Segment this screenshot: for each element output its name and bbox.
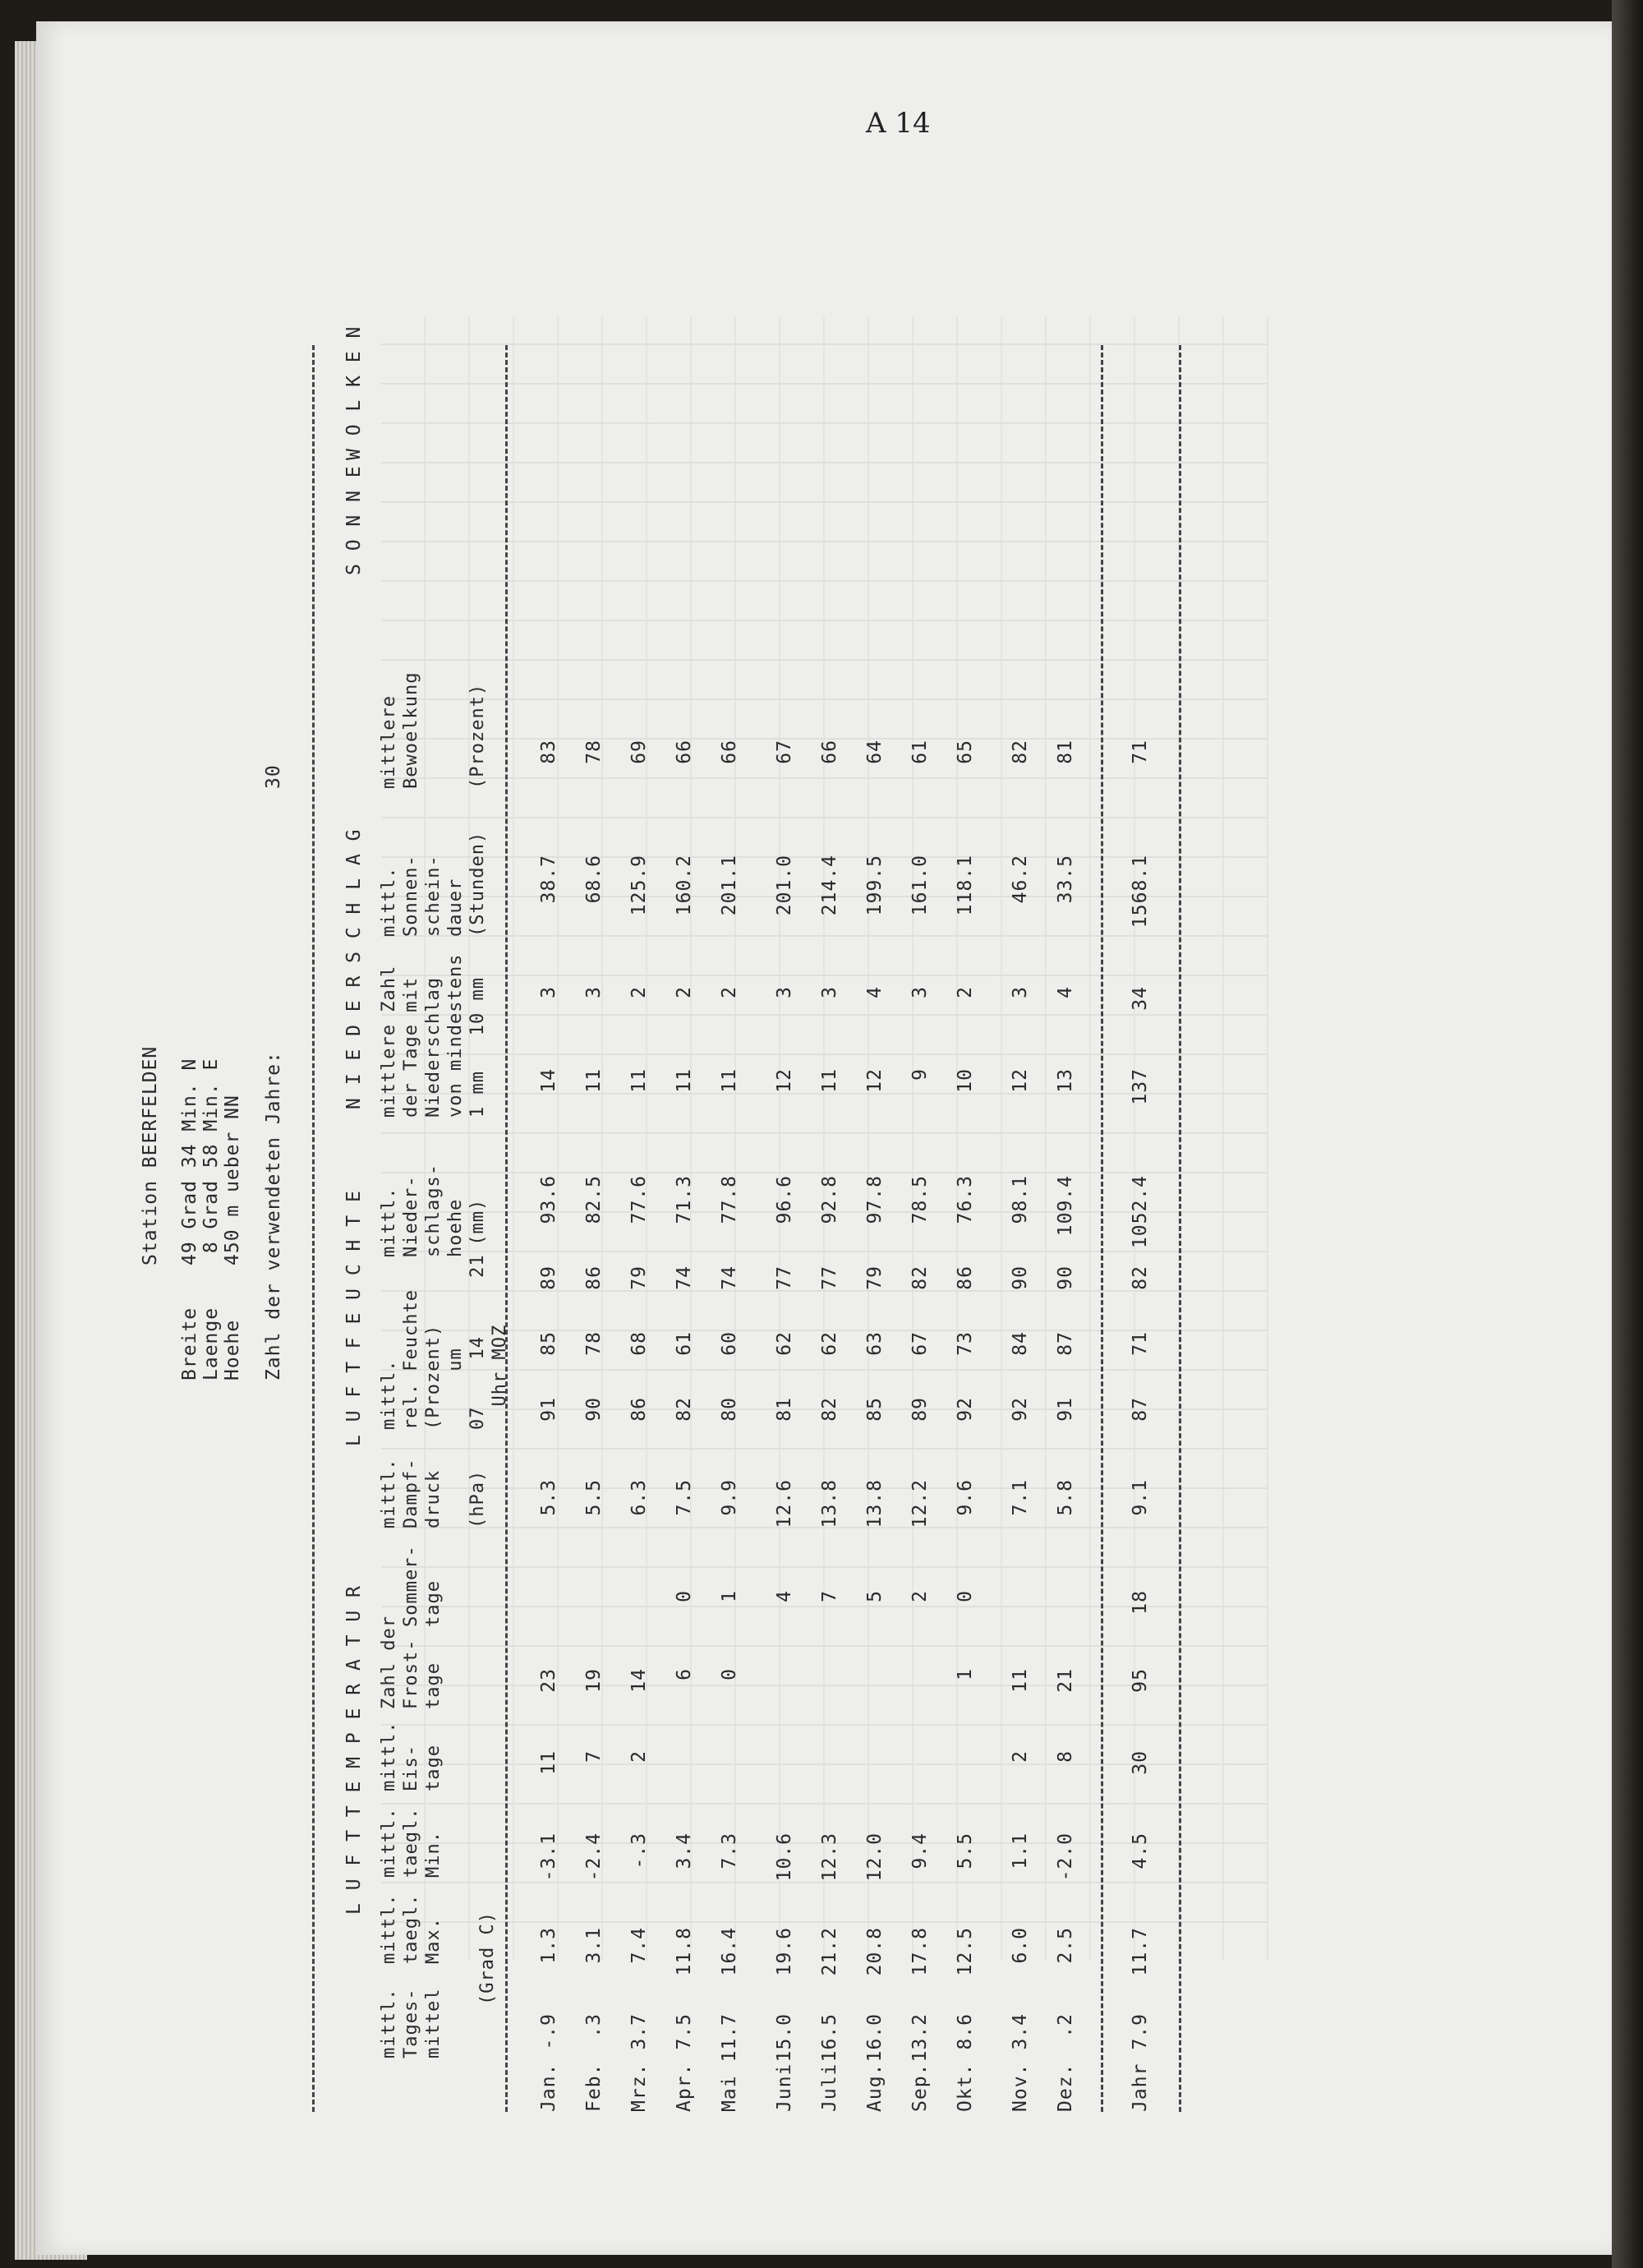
table-cell-nsh: 78.5 xyxy=(909,1175,931,1224)
table-cell-max: 11.8 xyxy=(674,1927,695,1976)
total-cell-f21: 82 xyxy=(1130,1265,1151,1290)
table-cell-f21: 79 xyxy=(628,1265,650,1290)
total-cell-f07: 87 xyxy=(1130,1397,1151,1422)
table-cell-f14: 62 xyxy=(819,1331,840,1356)
table-cell-dampf: 9.6 xyxy=(955,1479,976,1516)
jahre-value: 30 xyxy=(263,764,284,789)
table-cell-dampf: 7.1 xyxy=(1010,1479,1031,1516)
group-lufttemperatur: L U F T T E M P E R A T U R xyxy=(343,1585,365,1915)
table-cell-t10: 3 xyxy=(583,986,605,998)
table-cell-f14: 62 xyxy=(774,1331,795,1356)
table-cell-max: 2.5 xyxy=(1055,1927,1076,1964)
row-month-label: Mai xyxy=(719,2075,740,2112)
table-cell-f14: 63 xyxy=(864,1331,886,1356)
table-cell-t10: 3 xyxy=(538,986,559,998)
table-cell-f07: 80 xyxy=(719,1397,740,1422)
table-cell-nsh: 97.8 xyxy=(864,1175,886,1224)
row-month-label: Juni xyxy=(774,2063,795,2112)
table-cell-t10: 4 xyxy=(1055,986,1076,998)
header-bewoelkung: mittlere Bewoelkung (Prozent) xyxy=(379,671,488,789)
table-cell-f07: 91 xyxy=(1055,1397,1076,1422)
table-cell-mittel: -.9 xyxy=(538,2013,559,2050)
binding-shadow xyxy=(1612,0,1643,2268)
table-cell-min: 3.4 xyxy=(674,1832,695,1869)
table-cell-mittel: .2 xyxy=(1055,2013,1076,2038)
table-cell-dampf: 5.5 xyxy=(583,1479,605,1516)
table-cell-min: 12.3 xyxy=(819,1832,840,1882)
table-cell-t1: 12 xyxy=(864,1068,886,1093)
separator-header xyxy=(505,345,508,2112)
table-cell-f07: 90 xyxy=(583,1397,605,1422)
row-month-label: Aug. xyxy=(864,2063,886,2112)
table-cell-frost: 11 xyxy=(1010,1668,1031,1693)
table-cell-min: -3.1 xyxy=(538,1832,559,1882)
table-cell-t1: 9 xyxy=(909,1068,931,1081)
row-month-label: Feb. xyxy=(583,2063,605,2112)
laenge-label: Laenge xyxy=(200,1307,222,1381)
table-cell-f14: 68 xyxy=(628,1331,650,1356)
header-eistage: mittl. Eis- tage xyxy=(379,1721,444,1791)
table-cell-sonne: 201.0 xyxy=(774,855,795,916)
table-cell-max: 20.8 xyxy=(864,1927,886,1976)
table-cell-mittel: 3.4 xyxy=(1010,2013,1031,2050)
group-wolken: W O L K E N xyxy=(343,325,365,460)
header-sommertage: Sommer- tage xyxy=(401,1545,444,1627)
table-cell-f21: 77 xyxy=(819,1265,840,1290)
header-frosttage: Frost- tage xyxy=(401,1639,444,1709)
table-cell-nsh: 71.3 xyxy=(674,1175,695,1224)
table-cell-frost: 6 xyxy=(674,1668,695,1680)
table-cell-eis: 11 xyxy=(538,1750,559,1775)
header-niederschlagshoehe: mittl. Nieder- schlags- hoehe (mm) xyxy=(379,1164,488,1257)
table-cell-dampf: 7.5 xyxy=(674,1479,695,1516)
row-month-label: Sep. xyxy=(909,2063,931,2112)
table-cell-min: 5.5 xyxy=(955,1832,976,1869)
table-cell-sonne: 214.4 xyxy=(819,855,840,916)
row-month-label: Apr. xyxy=(674,2063,695,2112)
table-cell-t10: 3 xyxy=(819,986,840,998)
header-sonnenschein: mittl. Sonnen- schein- dauer (Stunden) xyxy=(379,831,488,937)
row-month-label: Nov. xyxy=(1010,2063,1031,2112)
table-cell-max: 19.6 xyxy=(774,1927,795,1976)
table-cell-mittel: 15.0 xyxy=(774,2013,795,2063)
table-cell-f14: 85 xyxy=(538,1331,559,1356)
table-cell-mittel: 7.5 xyxy=(674,2013,695,2050)
table-cell-sommer: 2 xyxy=(909,1590,931,1602)
table-cell-nsh: 109.4 xyxy=(1055,1175,1076,1237)
table-cell-min: 7.3 xyxy=(719,1832,740,1869)
table-cell-eis: 8 xyxy=(1055,1750,1076,1763)
table-cell-f14: 78 xyxy=(583,1331,605,1356)
table-cell-sonne: 201.1 xyxy=(719,855,740,916)
header-grad-c: (Grad C) xyxy=(477,1911,498,2005)
table-cell-sommer: 7 xyxy=(819,1590,840,1602)
laenge-value: 8 Grad 58 Min. E xyxy=(200,1058,222,1265)
table-cell-nsh: 98.1 xyxy=(1010,1175,1031,1224)
breite-label: Breite xyxy=(179,1307,200,1381)
table-cell-t1: 11 xyxy=(819,1068,840,1093)
total-cell-dampf: 9.1 xyxy=(1130,1479,1151,1516)
table-cell-dampf: 5.8 xyxy=(1055,1479,1076,1516)
table-cell-sommer: 1 xyxy=(719,1590,740,1602)
total-cell-max: 11.7 xyxy=(1130,1927,1151,1976)
table-cell-f21: 82 xyxy=(909,1265,931,1290)
table-cell-frost: 21 xyxy=(1055,1668,1076,1693)
table-cell-nsh: 93.6 xyxy=(538,1175,559,1224)
table-cell-mittel: 3.7 xyxy=(628,2013,650,2050)
table-cell-mittel: 13.2 xyxy=(909,2013,931,2063)
header-feuchte: mittl. rel. Feuchte (Prozent) um 07 14 21 Uhr MOZ xyxy=(379,1254,510,1430)
row-month-label: Dez. xyxy=(1055,2063,1076,2112)
row-month-label: Jan. xyxy=(538,2063,559,2112)
table-cell-t1: 13 xyxy=(1055,1068,1076,1093)
table-cell-sonne: 160.2 xyxy=(674,855,695,916)
table-cell-f14: 60 xyxy=(719,1331,740,1356)
table-cell-min: 1.1 xyxy=(1010,1832,1031,1869)
table-cell-min: -.3 xyxy=(628,1832,650,1869)
table-cell-eis: 2 xyxy=(628,1750,650,1763)
table-cell-f14: 87 xyxy=(1055,1331,1076,1356)
table-cell-mittel: 11.7 xyxy=(719,2013,740,2063)
table-cell-f21: 89 xyxy=(538,1265,559,1290)
table-cell-dampf: 5.3 xyxy=(538,1479,559,1516)
table-cell-wolken: 66 xyxy=(674,740,695,764)
group-sonne: S O N N E xyxy=(343,465,365,575)
total-cell-sonne: 1568.1 xyxy=(1130,855,1151,929)
table-cell-f21: 86 xyxy=(583,1265,605,1290)
total-cell-t1: 137 xyxy=(1130,1068,1151,1105)
table-cell-nsh: 76.3 xyxy=(955,1175,976,1224)
table-cell-frost: 0 xyxy=(719,1668,740,1680)
table-cell-dampf: 13.8 xyxy=(819,1479,840,1528)
table-cell-eis: 2 xyxy=(1010,1750,1031,1763)
table-cell-wolken: 81 xyxy=(1055,740,1076,764)
total-cell-eis: 30 xyxy=(1130,1750,1151,1775)
table-cell-f07: 92 xyxy=(1010,1397,1031,1422)
table-cell-f07: 89 xyxy=(909,1397,931,1422)
table-cell-frost: 1 xyxy=(955,1668,976,1680)
table-cell-f07: 85 xyxy=(864,1397,886,1422)
table-cell-t1: 11 xyxy=(583,1068,605,1093)
total-cell-f14: 71 xyxy=(1130,1331,1151,1356)
table-cell-f14: 61 xyxy=(674,1331,695,1356)
table-cell-min: -2.4 xyxy=(583,1832,605,1882)
table-cell-wolken: 66 xyxy=(719,740,740,764)
jahre-label: Zahl der verwendeten Jahre: xyxy=(263,1051,284,1381)
table-cell-max: 7.4 xyxy=(628,1927,650,1964)
table-cell-wolken: 61 xyxy=(909,740,931,764)
row-month-label: Mrz. xyxy=(628,2063,650,2112)
table-cell-mittel: 16.5 xyxy=(819,2013,840,2063)
table-cell-min: 10.6 xyxy=(774,1832,795,1882)
table-cell-t10: 2 xyxy=(955,986,976,998)
total-cell-wolken: 71 xyxy=(1130,740,1151,764)
table-cell-mittel: 16.0 xyxy=(864,2013,886,2063)
table-cell-t10: 2 xyxy=(628,986,650,998)
header-zahl-der: Zahl der xyxy=(379,1616,399,1709)
table-cell-nsh: 77.8 xyxy=(719,1175,740,1224)
row-month-label: Okt. xyxy=(955,2063,976,2112)
header-max: mittl. taegl. Max. xyxy=(379,1893,444,1964)
table-cell-wolken: 83 xyxy=(538,740,559,764)
climate-table-rotated xyxy=(131,296,1216,2137)
table-cell-dampf: 12.6 xyxy=(774,1479,795,1528)
group-luftfeuchte: L U F T F E U C H T E xyxy=(343,1190,365,1446)
table-cell-max: 21.2 xyxy=(819,1927,840,1976)
row-month-label: Juli xyxy=(819,2063,840,2112)
table-cell-f14: 67 xyxy=(909,1331,931,1356)
table-cell-min: 12.0 xyxy=(864,1832,886,1882)
table-cell-frost: 23 xyxy=(538,1668,559,1693)
table-cell-f21: 79 xyxy=(864,1265,886,1290)
table-cell-sonne: 68.6 xyxy=(583,855,605,904)
table-cell-max: 17.8 xyxy=(909,1927,931,1976)
group-niederschlag: N I E D E R S C H L A G xyxy=(343,828,365,1109)
table-cell-t1: 11 xyxy=(674,1068,695,1093)
table-cell-sonne: 125.9 xyxy=(628,855,650,916)
table-cell-wolken: 65 xyxy=(955,740,976,764)
total-cell-mittel: 7.9 xyxy=(1130,2013,1151,2050)
table-cell-t10: 3 xyxy=(909,986,931,998)
table-cell-f07: 82 xyxy=(674,1397,695,1422)
table-cell-nsh: 92.8 xyxy=(819,1175,840,1224)
table-cell-wolken: 66 xyxy=(819,740,840,764)
table-cell-frost: 14 xyxy=(628,1668,650,1693)
table-cell-min: 9.4 xyxy=(909,1832,931,1869)
table-cell-max: 16.4 xyxy=(719,1927,740,1976)
table-cell-t1: 10 xyxy=(955,1068,976,1093)
table-cell-sommer: 5 xyxy=(864,1590,886,1602)
separator-total-bottom xyxy=(1179,345,1181,2112)
table-cell-f21: 90 xyxy=(1010,1265,1031,1290)
table-cell-t1: 14 xyxy=(538,1068,559,1093)
table-cell-wolken: 82 xyxy=(1010,740,1031,764)
table-cell-nsh: 82.5 xyxy=(583,1175,605,1224)
table-cell-sonne: 46.2 xyxy=(1010,855,1031,904)
table-cell-f21: 86 xyxy=(955,1265,976,1290)
table-cell-nsh: 96.6 xyxy=(774,1175,795,1224)
table-cell-f07: 91 xyxy=(538,1397,559,1422)
table-cell-sonne: 199.5 xyxy=(864,855,886,916)
table-cell-f21: 77 xyxy=(774,1265,795,1290)
table-cell-t10: 4 xyxy=(864,986,886,998)
table-cell-sommer: 0 xyxy=(674,1590,695,1602)
table-cell-sommer: 0 xyxy=(955,1590,976,1602)
header-tagesmittel: mittl. Tages- mittel xyxy=(379,1988,444,2058)
table-cell-sonne: 161.0 xyxy=(909,855,931,916)
total-cell-min: 4.5 xyxy=(1130,1832,1151,1869)
table-cell-t1: 12 xyxy=(774,1068,795,1093)
station-title: Station BEERFELDEN xyxy=(140,1045,161,1265)
table-cell-sonne: 33.5 xyxy=(1055,855,1076,904)
table-cell-max: 3.1 xyxy=(583,1927,605,1964)
hoehe-value: 450 m ueber NN xyxy=(222,1095,243,1265)
header-min: mittl. taegl. Min. xyxy=(379,1807,444,1878)
table-cell-frost: 19 xyxy=(583,1668,605,1693)
total-cell-frost: 95 xyxy=(1130,1668,1151,1693)
table-cell-t10: 2 xyxy=(674,986,695,998)
table-cell-max: 6.0 xyxy=(1010,1927,1031,1964)
table-cell-f07: 86 xyxy=(628,1397,650,1422)
table-cell-f07: 92 xyxy=(955,1397,976,1422)
table-cell-wolken: 64 xyxy=(864,740,886,764)
table-cell-nsh: 77.6 xyxy=(628,1175,650,1224)
table-cell-sommer: 4 xyxy=(774,1590,795,1602)
table-cell-f21: 90 xyxy=(1055,1265,1076,1290)
table-cell-max: 1.3 xyxy=(538,1927,559,1964)
table-cell-wolken: 69 xyxy=(628,740,650,764)
table-cell-dampf: 6.3 xyxy=(628,1479,650,1516)
table-cell-t1: 11 xyxy=(719,1068,740,1093)
table-cell-f14: 73 xyxy=(955,1331,976,1356)
table-cell-t1: 11 xyxy=(628,1068,650,1093)
table-cell-t10: 2 xyxy=(719,986,740,998)
separator-total-top xyxy=(1101,345,1103,2112)
table-cell-t10: 3 xyxy=(1010,986,1031,998)
separator-top xyxy=(312,345,315,2112)
total-row-label: Jahr xyxy=(1130,2063,1151,2112)
table-cell-sonne: 118.1 xyxy=(955,855,976,916)
table-cell-mittel: .3 xyxy=(583,2013,605,2038)
table-cell-eis: 7 xyxy=(583,1750,605,1763)
table-cell-f14: 84 xyxy=(1010,1331,1031,1356)
breite-value: 49 Grad 34 Min. N xyxy=(179,1058,200,1265)
table-cell-f07: 81 xyxy=(774,1397,795,1422)
total-cell-sommer: 18 xyxy=(1130,1590,1151,1615)
table-cell-dampf: 12.2 xyxy=(909,1479,931,1528)
table-cell-f21: 74 xyxy=(674,1265,695,1290)
table-cell-wolken: 67 xyxy=(774,740,795,764)
hoehe-label: Hoehe xyxy=(222,1319,243,1381)
header-tage-mit: mittlere Zahl der Tage mit Niederschlag von mindestens 1 mm 10 mm xyxy=(379,953,488,1118)
table-cell-max: 12.5 xyxy=(955,1927,976,1976)
table-cell-f21: 74 xyxy=(719,1265,740,1290)
page-number: A 14 xyxy=(866,107,931,140)
table-cell-wolken: 78 xyxy=(583,740,605,764)
table-cell-dampf: 13.8 xyxy=(864,1479,886,1528)
total-cell-t10: 34 xyxy=(1130,986,1151,1011)
table-cell-t10: 3 xyxy=(774,986,795,998)
table-cell-min: -2.0 xyxy=(1055,1832,1076,1882)
header-dampfdruck: mittl. Dampf- druck (hPa) xyxy=(379,1458,488,1528)
table-cell-sonne: 38.7 xyxy=(538,855,559,904)
table-cell-dampf: 9.9 xyxy=(719,1479,740,1516)
table-cell-mittel: 8.6 xyxy=(955,2013,976,2050)
table-cell-t1: 12 xyxy=(1010,1068,1031,1093)
table-cell-f07: 82 xyxy=(819,1397,840,1422)
total-cell-nsh: 1052.4 xyxy=(1130,1175,1151,1249)
